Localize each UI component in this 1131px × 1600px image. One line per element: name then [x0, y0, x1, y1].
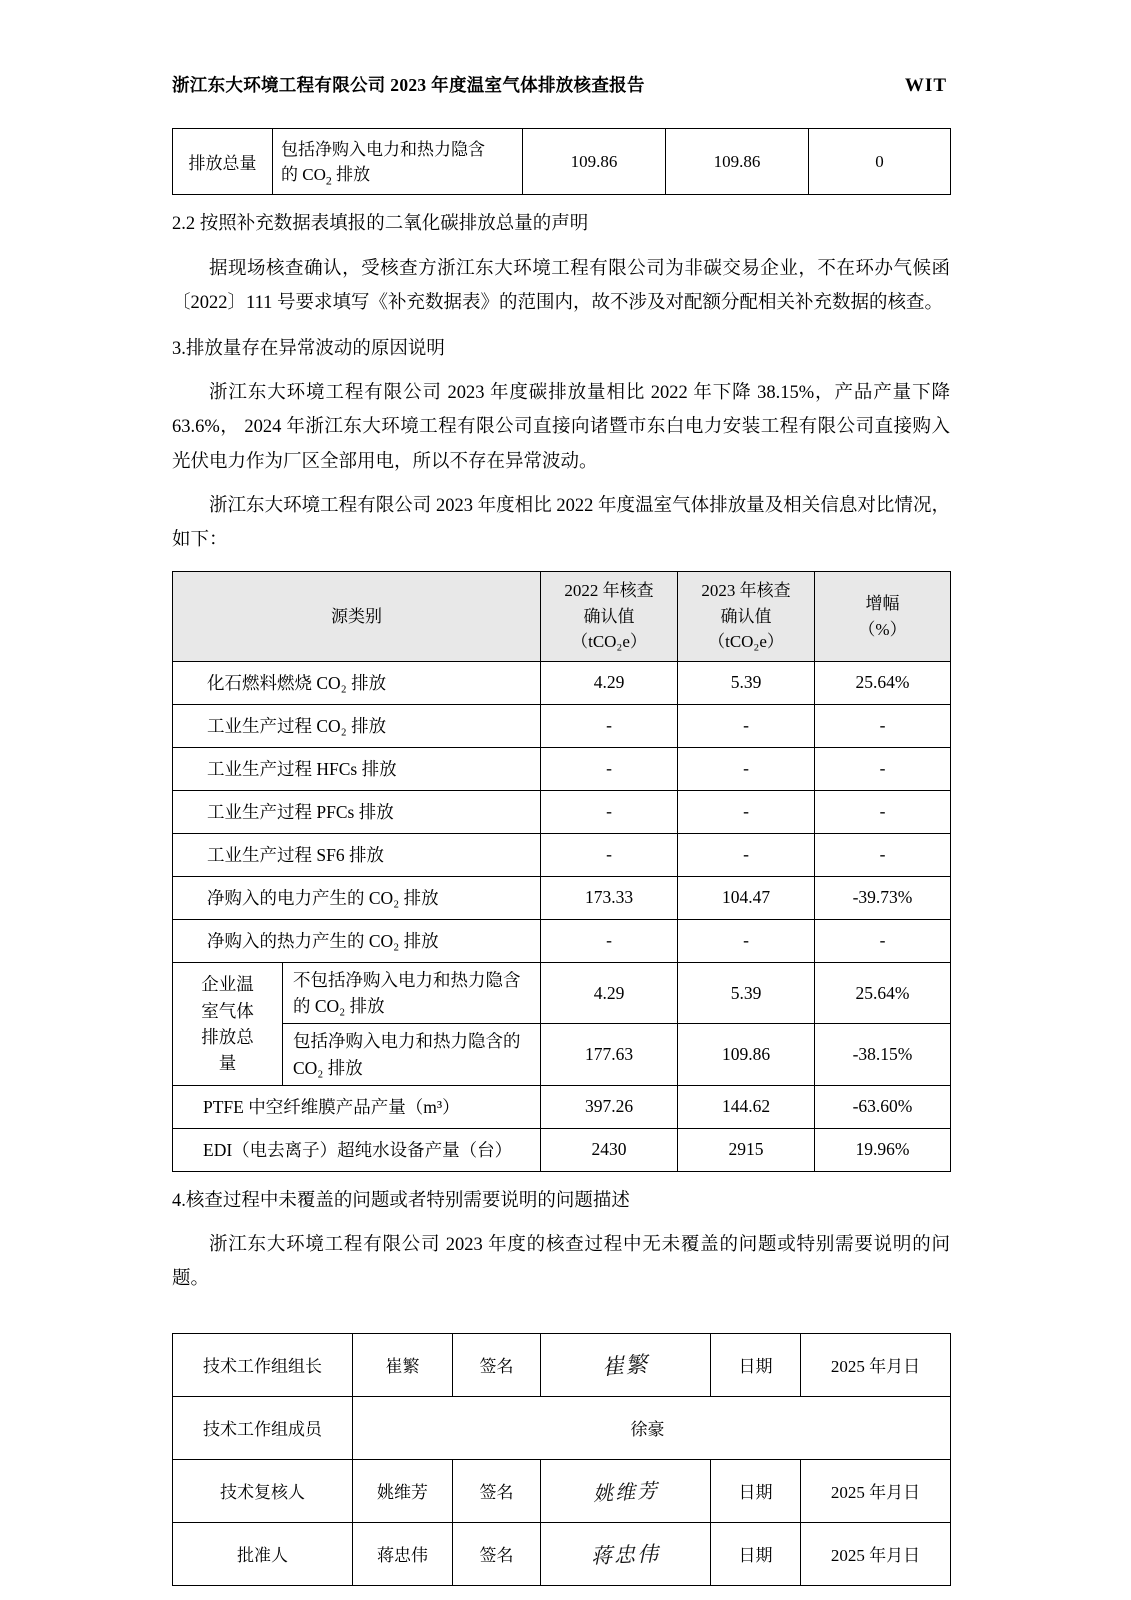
cell-rate: -38.15% — [815, 1024, 951, 1086]
cell-rate: 25.64% — [815, 962, 951, 1024]
person-name: 姚维芳 — [353, 1459, 453, 1522]
date-label: 日期 — [711, 1459, 801, 1522]
header-rate: 增幅 （%） — [815, 572, 951, 662]
table-row — [173, 747, 951, 790]
cell-2022: 177.63 — [541, 1024, 678, 1086]
cell-2022: 173.33 — [541, 876, 678, 919]
table-row — [173, 661, 951, 704]
signature-image — [541, 1459, 711, 1522]
table-row-group-total-1 — [173, 962, 951, 1024]
person-name: 徐豪 — [353, 1396, 951, 1459]
row-label: 工业生产过程 HFCs 排放 — [173, 747, 541, 790]
sign-label: 签名 — [453, 1459, 541, 1522]
person-name: 蒋忠伟 — [353, 1522, 453, 1585]
section-4-body: 浙江东大环境工程有限公司 2023 年度的核查过程中无未覆盖的问题或特别需要说明的问题。 — [172, 1235, 950, 1290]
table-row — [173, 876, 951, 919]
date-label: 日期 — [711, 1522, 801, 1585]
row-label: 不包括净购入电力和热力隐含 的 CO₂ 排放 — [283, 962, 541, 1024]
date-value: 2025 年月日 — [801, 1459, 951, 1522]
cell-rate: -63.60% — [815, 1085, 951, 1128]
co2-subscript: 2 — [325, 173, 332, 188]
table-row-group-total-2 — [173, 1024, 951, 1086]
page-content — [172, 128, 950, 1586]
cell-rate: - — [815, 747, 951, 790]
cell-rate: - — [815, 704, 951, 747]
cell-2022: 4.29 — [541, 962, 678, 1024]
row-label: 净购入的电力产生的 CO₂ 排放 — [173, 876, 541, 919]
signature-image — [541, 1522, 711, 1585]
role-label: 技术工作组组长 — [173, 1333, 353, 1396]
header-2023: 2023 年核查 确认值 （tCO₂e） — [678, 572, 815, 662]
section-4-title: 4.核查过程中未覆盖的问题或者特别需要说明的问题描述 — [172, 1190, 630, 1211]
date-value: 2025 年月日 — [801, 1333, 951, 1396]
cell-rate: - — [815, 919, 951, 962]
cell-2023: - — [678, 747, 815, 790]
cell-2022: - — [541, 833, 678, 876]
cell-2023: - — [678, 919, 815, 962]
cell-2023: 104.47 — [678, 876, 815, 919]
row-label: PTFE 中空纤维膜产品产量（m³） — [173, 1085, 541, 1128]
cell-2023: - — [678, 790, 815, 833]
cell-2022: - — [541, 704, 678, 747]
cell-2023: 109.86 — [678, 1024, 815, 1086]
header-2022: 2022 年核查 确认值 （tCO₂e） — [541, 572, 678, 662]
cell-2023: 5.39 — [678, 962, 815, 1024]
row-label: 工业生产过程 SF6 排放 — [173, 833, 541, 876]
group-side-header: 企业温 室气体 排放总 量 — [173, 962, 283, 1085]
row-label: 包括净购入电力和热力隐含的 CO₂ 排放 — [283, 1024, 541, 1086]
signature-row-leader — [173, 1333, 951, 1396]
row-description: 包括净购入电力和热力隐含 的 $CO_2$ 排放 — [273, 129, 523, 195]
cell-2022: 4.29 — [541, 661, 678, 704]
value-2023: 109.86 — [666, 129, 809, 195]
signature-row-member — [173, 1396, 951, 1459]
role-label: 技术工作组成员 — [173, 1396, 353, 1459]
row-label: EDI（电去离子）超纯水设备产量（台） — [173, 1128, 541, 1171]
value-rate: 0 — [809, 129, 951, 195]
signature-row-reviewer — [173, 1459, 951, 1522]
cell-rate: - — [815, 833, 951, 876]
table-row — [173, 1085, 951, 1128]
table-row — [173, 1128, 951, 1171]
cell-2022: - — [541, 747, 678, 790]
row-label: 净购入的热力产生的 CO₂ 排放 — [173, 919, 541, 962]
cell-2022: 2430 — [541, 1128, 678, 1171]
person-name: 崔繁 — [353, 1333, 453, 1396]
section-2-2-body: 据现场核查确认，受核查方浙江东大环境工程有限公司为非碳交易企业，不在环办气候函〔2022〕111 号要求填写《补充数据表》的范围内，故不涉及对配额分配相关补充数据的核查。 — [172, 258, 950, 313]
header-source-category: 源类别 — [173, 572, 541, 662]
cell-2022: - — [541, 919, 678, 962]
cell-rate: 19.96% — [815, 1128, 951, 1171]
table-row — [173, 833, 951, 876]
role-label: 技术复核人 — [173, 1459, 353, 1522]
section-3-title: 3.排放量存在异常波动的原因说明 — [172, 339, 445, 360]
header-logo-text: WIT — [904, 75, 947, 96]
handwritten-signature: 崔繁 — [601, 1351, 650, 1380]
section-2-2-title: 2.2 按照补充数据表填报的二氧化碳排放总量的声明 — [172, 214, 589, 235]
row-label: 工业生产过程 PFCs 排放 — [173, 790, 541, 833]
section-3-body-2: 浙江东大环境工程有限公司 2023 年度相比 2022 年度温室气体排放量及相关信息对比情况，如下： — [172, 495, 950, 551]
role-label: 批准人 — [173, 1522, 353, 1585]
cell-rate: -39.73% — [815, 876, 951, 919]
cell-rate: 25.64% — [815, 661, 951, 704]
row-label: 排放总量 — [173, 129, 273, 195]
table-row — [173, 704, 951, 747]
date-label: 日期 — [711, 1333, 801, 1396]
table-header-row — [173, 572, 951, 662]
cell-2023: - — [678, 833, 815, 876]
signature-row-approver — [173, 1522, 951, 1585]
value-2022: 109.86 — [523, 129, 666, 195]
table-row — [173, 129, 951, 195]
table-row — [173, 919, 951, 962]
date-value: 2025 年月日 — [801, 1522, 951, 1585]
cell-2023: 2915 — [678, 1128, 815, 1171]
row-label: 化石燃料燃烧 CO₂ 排放 — [173, 661, 541, 704]
cell-rate: - — [815, 790, 951, 833]
cell-2022: 397.26 — [541, 1085, 678, 1128]
page-header — [172, 72, 947, 97]
signature-image — [541, 1333, 711, 1396]
section-3-body-1: 浙江东大环境工程有限公司 2023 年度碳排放量相比 2022 年下降 38.15%，产品产量下降 63.6%， 2024 年浙江东大环境工程有限公司直接向诸暨市东白电力安装工程有限公司直接购入光伏电力作为厂区全部用电，所以不存在异常波动。 — [172, 383, 950, 472]
handwritten-signature: 姚维芳 — [592, 1480, 660, 1506]
table-row — [173, 790, 951, 833]
cell-2023: - — [678, 704, 815, 747]
row-label: 工业生产过程 CO₂ 排放 — [173, 704, 541, 747]
cell-2022: - — [541, 790, 678, 833]
handwritten-signature: 蒋忠伟 — [590, 1541, 661, 1568]
sign-label: 签名 — [453, 1522, 541, 1585]
signature-table — [172, 1333, 951, 1586]
header-title: 浙江东大环境工程有限公司 2023 年度温室气体排放核查报告 — [172, 75, 645, 95]
comparison-table — [172, 571, 951, 1172]
cell-2023: 144.62 — [678, 1085, 815, 1128]
sign-label: 签名 — [453, 1333, 541, 1396]
cell-2023: 5.39 — [678, 661, 815, 704]
emission-total-table — [172, 128, 951, 195]
